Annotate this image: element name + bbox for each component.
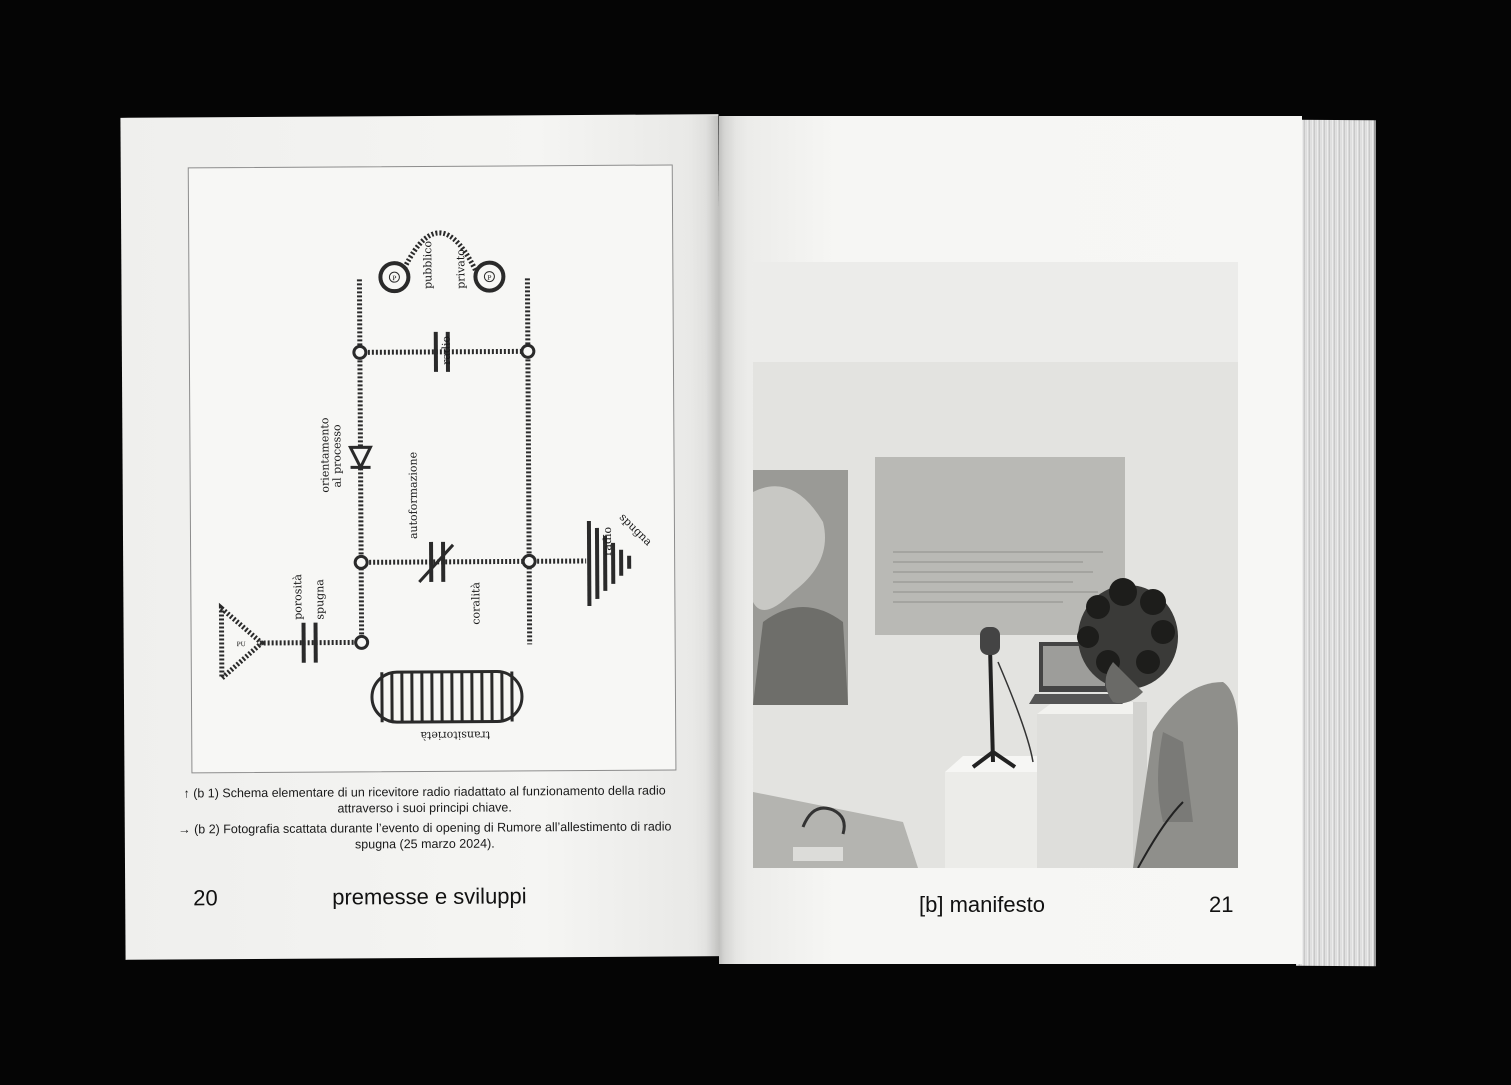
- page-number-left: 20: [193, 885, 218, 911]
- wire-right: [528, 351, 530, 644]
- wire-left: [360, 352, 362, 645]
- plinth-right: [1037, 714, 1133, 868]
- pu-label: PU: [236, 641, 246, 649]
- p-right-label: P: [487, 274, 492, 282]
- label-transitorieta: transitorietà: [420, 728, 491, 743]
- label-porosita: porosità: [291, 574, 305, 620]
- p-left-label: P: [392, 275, 397, 283]
- label-radio-spugna-1: spugna: [616, 510, 655, 549]
- photo-image: [753, 262, 1238, 868]
- label-spugna: spugna: [313, 579, 327, 620]
- label-pubblico: pubblico: [421, 240, 435, 289]
- radio-circuit-diagram: [188, 164, 677, 773]
- label-autoformazione: autoformazione: [406, 451, 421, 540]
- microphone: [980, 627, 1000, 655]
- running-title-right: [b] manifesto: [919, 892, 1045, 917]
- label-coralita: coralità: [469, 582, 483, 625]
- label-radio-cap: radio: [439, 335, 453, 365]
- plinth-front: [945, 772, 1037, 868]
- left-page: [120, 114, 723, 960]
- page-block-edges: [1296, 120, 1376, 966]
- event-photo: [753, 262, 1238, 868]
- label-radio-spugna-2: radio: [600, 526, 615, 556]
- caption-b2: → (b 2) Fotografia scattata durante l’evento di opening di Rumore all’allestimento di radio spugna (25 marzo 2024).: [178, 819, 672, 852]
- diode-symbol: [350, 447, 370, 467]
- running-title-left: premesse e sviluppi: [332, 883, 527, 910]
- book-gutter: [706, 116, 736, 964]
- page-number-right: 21: [1209, 892, 1234, 917]
- figure-captions: [175, 782, 675, 857]
- label-orientamento: orientamento: [318, 417, 332, 493]
- wire-to-pu: [252, 642, 362, 643]
- circuit-svg: [189, 165, 676, 772]
- label-al-processo: al processo: [330, 424, 344, 488]
- label-privato: privato: [454, 249, 468, 289]
- caption-b1: ↑ (b 1) Schema elementare di un ricevitore radio riadattato al funzionamento della radio attraverso i suoi principi chiave.: [183, 783, 666, 816]
- right-page: [719, 116, 1302, 964]
